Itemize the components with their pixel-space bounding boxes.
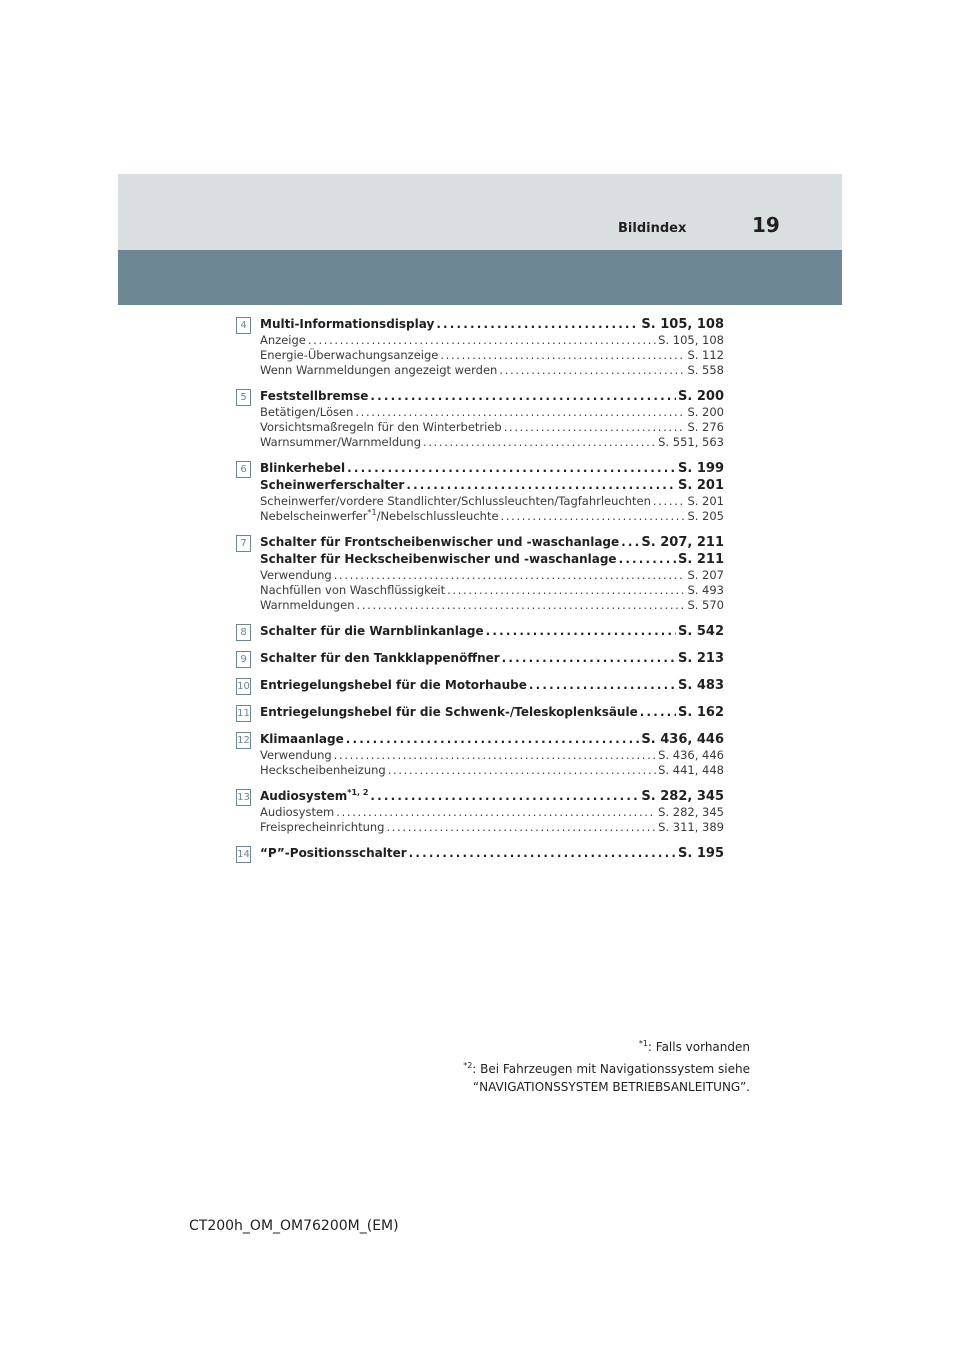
page-reference[interactable]: S. 207, 211 [641,535,724,550]
page-number: 19 [752,213,780,237]
leader-dots [347,460,676,477]
entry-label [260,704,638,721]
index-main-row[interactable] [260,477,724,494]
page-reference[interactable]: S. 105, 108 [658,333,724,347]
entry-number-badge: 4 [236,317,251,334]
entry-number-badge: 7 [236,535,251,552]
entry-number-badge: 13 [236,789,251,806]
index-entry [236,731,724,778]
leader-dots [486,623,676,640]
leader-dots [504,420,686,435]
footnote-2-line2: “NAVIGATIONSSYSTEM BETRIEBSANLEITUNG”. [472,1080,750,1094]
entry-label [260,677,527,694]
leader-dots [370,788,639,805]
entry-number-badge: 6 [236,461,251,478]
entry-label [260,435,421,450]
entry-label-text: Schalter für die Warnblinkanlage [260,624,484,638]
entry-label-text: Audiosystem [260,805,335,819]
leader-dots [357,598,686,613]
page-reference[interactable]: S. 436, 446 [641,732,724,747]
index-main-row[interactable] [260,551,724,568]
page-reference[interactable]: S. 558 [687,363,724,377]
entry-label [260,788,368,805]
entry-label [260,583,445,598]
footnote-2 [463,1060,750,1096]
entry-label-text: Scheinwerfer/vordere Standlichter/Schlussleuchten/Tagfahrleuchten [260,494,651,508]
index-sub-row[interactable] [260,820,724,835]
entry-label-text: Verwendung [260,748,332,762]
page-reference[interactable]: S. 112 [687,348,724,362]
leader-dots [308,333,656,348]
page-reference[interactable]: S. 200 [678,389,724,404]
entry-label [260,509,499,524]
entry-label-text: Warnsummer/Warnmeldung [260,435,422,449]
index-entries [236,316,724,872]
footnote-2-mark: *2 [463,1061,473,1070]
page-reference[interactable]: S. 542 [678,624,724,639]
entry-label-text: Schalter für Heckscheibenwischer und -waschanlage [260,552,617,566]
entry-label-text: Anzeige [260,333,306,347]
entry-label [260,763,386,778]
header-band [118,250,842,305]
entry-number-badge: 5 [236,389,251,406]
footnote-1-mark: *1 [638,1039,648,1048]
entry-number-badge: 8 [236,624,251,641]
entry-number-badge: 12 [236,732,251,749]
index-sub-row[interactable] [260,405,724,420]
index-sub-row[interactable] [260,583,724,598]
page-reference[interactable]: S. 493 [687,583,724,597]
index-entry [236,534,724,613]
index-sub-row[interactable] [260,763,724,778]
page-reference[interactable]: S. 211 [678,552,724,567]
leader-dots [370,388,676,405]
entry-label [260,420,502,435]
entry-label [260,650,500,667]
entry-label [260,568,332,583]
entry-label-text: Energie-Überwachungsanzeige [260,348,439,362]
leader-dots [409,845,676,862]
page-reference[interactable]: S. 570 [687,598,724,612]
leader-dots [640,704,676,721]
index-entry [236,704,724,721]
page-reference[interactable]: S. 441, 448 [658,763,724,777]
index-entry [236,650,724,667]
index-entry [236,316,724,378]
leader-dots [423,435,656,450]
index-main-row[interactable] [260,388,724,405]
footnote-1 [463,1038,750,1056]
entry-label-text: Audiosystem [260,789,348,803]
index-sub-row[interactable] [260,348,724,363]
index-main-row[interactable] [260,731,724,748]
entry-number-badge: 9 [236,651,251,668]
index-main-row[interactable] [260,316,724,333]
page-reference[interactable]: S. 436, 446 [658,748,724,762]
entry-label-suffix: /Nebelschlussleuchte [376,509,499,523]
index-main-row[interactable] [260,704,724,721]
entry-number-badge: 10 [236,678,251,695]
page-reference[interactable]: S. 483 [678,678,724,693]
entry-label-text: Betätigen/Lösen [260,405,354,419]
entry-label-text: Nebelscheinwerfer [260,509,368,523]
index-main-row[interactable] [260,788,724,805]
leader-dots [388,763,656,778]
page-reference[interactable]: S. 105, 108 [641,317,724,332]
page-reference[interactable]: S. 201 [687,494,724,508]
entry-label-text: Entriegelungshebel für die Motorhaube [260,678,527,692]
entry-label [260,748,332,763]
page-reference[interactable]: S. 201 [678,478,724,493]
entry-label-text: Schalter für Frontscheibenwischer und -waschanlage [260,535,620,549]
index-sub-row[interactable] [260,333,724,348]
index-sub-row[interactable] [260,805,724,820]
footnote-mark: *1 [367,508,377,518]
entry-label [260,845,407,862]
index-sub-row[interactable] [260,509,724,524]
footnote-mark: *1, 2 [347,788,369,797]
index-main-row[interactable] [260,623,724,640]
page-reference[interactable]: S. 199 [678,461,724,476]
page-reference[interactable]: S. 162 [678,705,724,720]
entry-label [260,551,617,568]
page-reference[interactable]: S. 195 [678,846,724,861]
entry-label [260,348,438,363]
leader-dots [621,534,639,551]
header-top-bar [118,174,842,250]
index-entry [236,845,724,862]
entry-label-text: Vorsichtsmaßregeln für den Winterbetrieb [260,420,502,434]
index-sub-row[interactable] [260,494,724,509]
leader-dots [406,477,676,494]
entry-label-text: Blinkerhebel [260,461,346,475]
entry-label-text: Klimaanlage [260,732,344,746]
index-main-row[interactable] [260,677,724,694]
index-entry [236,677,724,694]
page-reference[interactable]: S. 205 [687,509,724,523]
index-main-row[interactable] [260,845,724,862]
leader-dots [386,820,656,835]
leader-dots [336,805,656,820]
index-sub-row[interactable] [260,363,724,378]
leader-dots [447,583,685,598]
entry-label [260,534,619,551]
entry-label-text: Schalter für den Tankklappenöffner [260,651,500,665]
index-main-row[interactable] [260,460,724,477]
index-sub-row[interactable] [260,598,724,613]
index-entry [236,623,724,640]
page-reference[interactable]: S. 551, 563 [658,435,724,449]
entry-label-text: Feststellbremse [260,389,369,403]
page-reference[interactable]: S. 207 [687,568,724,582]
page-reference[interactable]: S. 282, 345 [658,805,724,819]
leader-dots [653,494,686,509]
entry-label [260,316,434,333]
entry-label-text: Heckscheibenheizung [260,763,386,777]
entry-label-text: Warnmeldungen [260,598,355,612]
entry-label-text: Multi-Informationsdisplay [260,317,435,331]
leader-dots [346,731,640,748]
entry-label [260,363,497,378]
entry-number-badge: 14 [236,846,251,863]
footnote-2-text: : Bei Fahrzeugen mit Navigationssystem siehe [472,1062,750,1076]
leader-dots [436,316,639,333]
entry-label [260,388,368,405]
page-reference[interactable]: S. 200 [687,405,724,419]
document-code: CT200h_OM_OM76200M_(EM) [189,1218,399,1234]
entry-label-text: “P”-Positionsschalter [260,846,407,860]
leader-dots [334,748,656,763]
entry-label-text: Verwendung [260,568,332,582]
entry-label [260,805,334,820]
entry-label [260,333,306,348]
index-main-row[interactable] [260,650,724,667]
leader-dots [619,551,676,568]
leader-dots [440,348,685,363]
page-reference[interactable]: S. 276 [687,420,724,434]
page-reference[interactable]: S. 282, 345 [641,789,724,804]
index-main-row[interactable] [260,534,724,551]
entry-label-text: Freisprecheinrichtung [260,820,385,834]
leader-dots [355,405,685,420]
leader-dots [502,650,676,667]
page-reference[interactable]: S. 213 [678,651,724,666]
index-entry [236,788,724,835]
index-sub-row[interactable] [260,420,724,435]
entry-label-text: Nachfüllen von Waschflüssigkeit [260,583,446,597]
entry-label [260,405,353,420]
page-reference[interactable]: S. 311, 389 [658,820,724,834]
entry-number-badge: 11 [236,705,251,722]
footnote-1-text: : Falls vorhanden [647,1040,750,1054]
index-sub-row[interactable] [260,568,724,583]
entry-label [260,820,384,835]
entry-label [260,477,404,494]
entry-label [260,494,651,509]
entry-label [260,623,484,640]
entry-label [260,598,355,613]
index-entry [236,460,724,524]
leader-dots [499,363,685,378]
index-entry [236,388,724,450]
index-sub-row[interactable] [260,435,724,450]
entry-label-text: Scheinwerferschalter [260,478,405,492]
section-title: Bildindex [618,221,687,236]
index-sub-row[interactable] [260,748,724,763]
footnotes [463,1038,750,1100]
entry-label [260,731,344,748]
leader-dots [501,509,686,524]
leader-dots [529,677,676,694]
leader-dots [334,568,686,583]
entry-label-text: Wenn Warnmeldungen angezeigt werden [260,363,498,377]
entry-label [260,460,345,477]
entry-label-text: Entriegelungshebel für die Schwenk-/Teleskoplenksäule [260,705,638,719]
